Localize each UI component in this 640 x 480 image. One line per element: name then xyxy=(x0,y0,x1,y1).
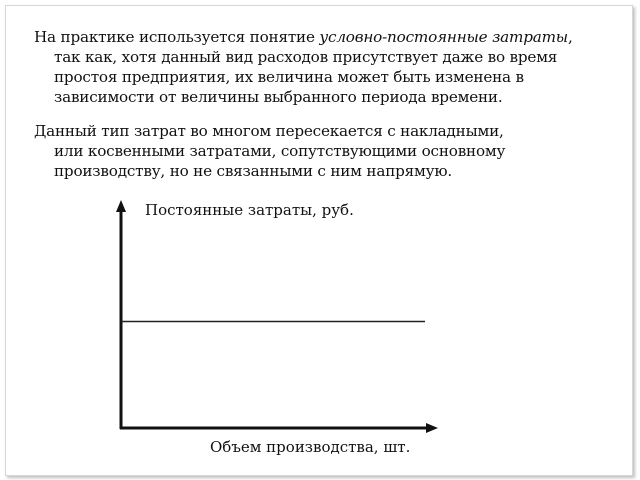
semi-fixed-costs-term: условно-постоянные затраты xyxy=(319,28,568,46)
para2-line2: или косвенными затратами, сопутствующими основному xyxy=(54,142,506,160)
x-axis-label: Объем производства, шт. xyxy=(210,438,411,456)
y-axis-arrow-icon xyxy=(116,200,126,212)
para1-line1-comma: , xyxy=(567,28,573,46)
para1-line4: зависимости от величины выбранного периода времени. xyxy=(54,88,503,106)
para1-line3: простоя предприятия, их величина может быть изменена в xyxy=(54,68,524,86)
x-axis-arrow-icon xyxy=(426,423,438,433)
para1-line2: так как, хотя данный вид расходов присутствует даже во время xyxy=(54,48,558,66)
para2-line1: Данный тип затрат во многом пересекается с накладными, xyxy=(34,122,504,140)
para2-line3: производству, но не связанными с ним напрямую. xyxy=(54,162,453,180)
y-axis-label: Постоянные затраты, руб. xyxy=(145,201,354,219)
para1-line1-text: На практике используется понятие xyxy=(34,28,320,46)
